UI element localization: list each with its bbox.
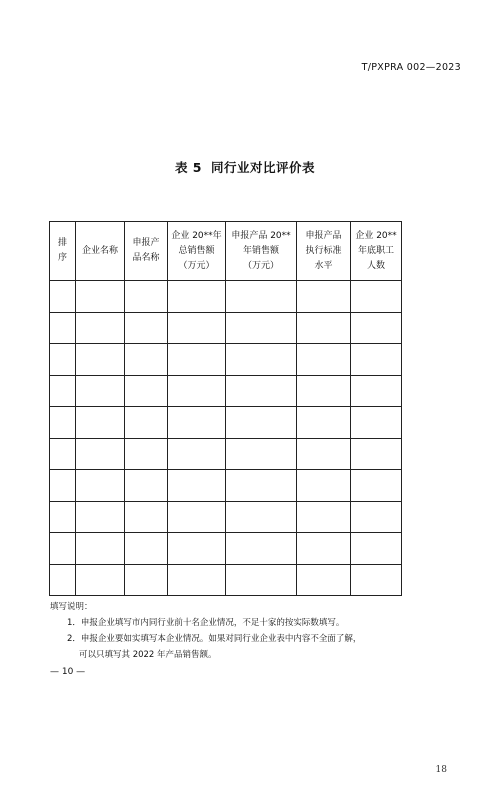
- column-header: [125, 222, 168, 281]
- note-item-2: 2．申报企业要如实填写本企业情况。如果对同行业企业表中内容不全面了解，: [67, 634, 362, 644]
- table-header-row: [50, 222, 402, 281]
- table-cell: [50, 281, 76, 313]
- table-cell: [125, 344, 168, 376]
- table-cell: [76, 344, 125, 376]
- fill-instructions: [50, 599, 470, 663]
- column-header-line: 申报产品: [305, 230, 342, 241]
- table-cell: [351, 312, 402, 344]
- column-header-line: 排: [57, 238, 67, 248]
- table-cell: [125, 470, 168, 502]
- table-cell: [226, 564, 297, 596]
- table-cell: [125, 281, 168, 313]
- column-header: [168, 222, 226, 281]
- table-title: [0, 158, 490, 176]
- column-header: [226, 222, 297, 281]
- table-cell: [297, 375, 351, 407]
- table-cell: [125, 533, 168, 565]
- table-cell: [76, 564, 125, 596]
- column-header-line: 年销售额: [242, 245, 279, 256]
- column-header: [50, 222, 76, 281]
- table-cell: [226, 375, 297, 407]
- table-cell: [226, 470, 297, 502]
- document-code: T/PXPRA 002—2023: [361, 62, 461, 73]
- table-cell: [76, 407, 125, 439]
- column-header-line: （万元）: [242, 260, 279, 271]
- table-cell: [226, 438, 297, 470]
- table-row: [50, 470, 402, 502]
- table-cell: [50, 438, 76, 470]
- table-cell: [76, 501, 125, 533]
- table-cell: [76, 281, 125, 313]
- table-cell: [351, 344, 402, 376]
- table-cell: [297, 564, 351, 596]
- table-row: [50, 533, 402, 565]
- table-cell: [351, 470, 402, 502]
- table-cell: [50, 312, 76, 344]
- table-cell: [168, 344, 226, 376]
- table-cell: [351, 407, 402, 439]
- table-cell: [351, 375, 402, 407]
- table-cell: [50, 470, 76, 502]
- table-cell: [76, 533, 125, 565]
- table-row: [50, 407, 402, 439]
- table-cell: [297, 470, 351, 502]
- table-cell: [168, 281, 226, 313]
- table-cell: [168, 312, 226, 344]
- table-cell: [168, 470, 226, 502]
- column-header-line: 人数: [366, 260, 385, 271]
- table-cell: [297, 344, 351, 376]
- column-header-line: 企业名称: [81, 245, 118, 256]
- table-cell: [351, 438, 402, 470]
- table-row: [50, 344, 402, 376]
- table-cell: [226, 533, 297, 565]
- note-item-2-continued: 可以只填写其 2022 年产品销售额。: [79, 650, 217, 660]
- table-cell: [125, 375, 168, 407]
- column-header-line: 品名称: [132, 253, 160, 263]
- table-cell: [50, 533, 76, 565]
- table-cell: [297, 533, 351, 565]
- notes-heading: 填写说明：: [50, 602, 93, 612]
- table-cell: [76, 375, 125, 407]
- table-number: 表 5: [174, 160, 203, 175]
- table-cell: [297, 501, 351, 533]
- table-cell: [125, 407, 168, 439]
- column-header-line: 企业 20**年: [171, 230, 222, 241]
- table-cell: [50, 375, 76, 407]
- table-cell: [125, 438, 168, 470]
- column-header-line: （万元）: [178, 260, 215, 271]
- table-row: [50, 564, 402, 596]
- table-cell: [351, 533, 402, 565]
- column-header-line: 申报产品 20**: [231, 230, 291, 241]
- column-header-line: 执行标准: [305, 245, 342, 256]
- table-cell: [50, 407, 76, 439]
- table-cell: [168, 564, 226, 596]
- table-cell: [226, 312, 297, 344]
- table-cell: [76, 312, 125, 344]
- column-header: [297, 222, 351, 281]
- note-item-1: 1．申报企业填写市内同行业前十名企业情况，不足十家的按实际数填写。: [67, 618, 345, 628]
- column-header: [351, 222, 402, 281]
- table-cell: [168, 438, 226, 470]
- table-cell: [125, 312, 168, 344]
- page-number-outer: 18: [435, 765, 447, 775]
- table-cell: [297, 438, 351, 470]
- table-row: [50, 281, 402, 313]
- table-cell: [351, 281, 402, 313]
- table-cell: [168, 533, 226, 565]
- table-cell: [168, 407, 226, 439]
- table-row: [50, 501, 402, 533]
- column-header-line: 企业 20**: [355, 230, 397, 241]
- table-title-text: 同行业对比评价表: [211, 160, 316, 175]
- table-cell: [297, 407, 351, 439]
- table-cell: [226, 501, 297, 533]
- column-header-line: 总销售额: [178, 245, 215, 256]
- table-row: [50, 438, 402, 470]
- column-header-line: 申报产: [132, 238, 160, 248]
- peer-comparison-table: [49, 221, 402, 596]
- table-cell: [168, 501, 226, 533]
- table-cell: [226, 407, 297, 439]
- column-header-line: 序: [57, 253, 67, 263]
- table-cell: [76, 470, 125, 502]
- table-cell: [351, 501, 402, 533]
- table-cell: [50, 564, 76, 596]
- table-cell: [351, 564, 402, 596]
- table-cell: [50, 501, 76, 533]
- table-row: [50, 375, 402, 407]
- table-cell: [226, 281, 297, 313]
- table-cell: [76, 438, 125, 470]
- table-cell: [125, 564, 168, 596]
- table-cell: [297, 281, 351, 313]
- table-cell: [297, 312, 351, 344]
- table-cell: [168, 375, 226, 407]
- column-header-line: 年底职工: [357, 245, 394, 256]
- table-cell: [50, 344, 76, 376]
- table-cell: [125, 501, 168, 533]
- table-body: [50, 281, 402, 596]
- table-row: [50, 312, 402, 344]
- table-cell: [226, 344, 297, 376]
- page-number-inner: — 10 —: [50, 667, 86, 677]
- column-header-line: 水平: [314, 260, 333, 271]
- column-header: [76, 222, 125, 281]
